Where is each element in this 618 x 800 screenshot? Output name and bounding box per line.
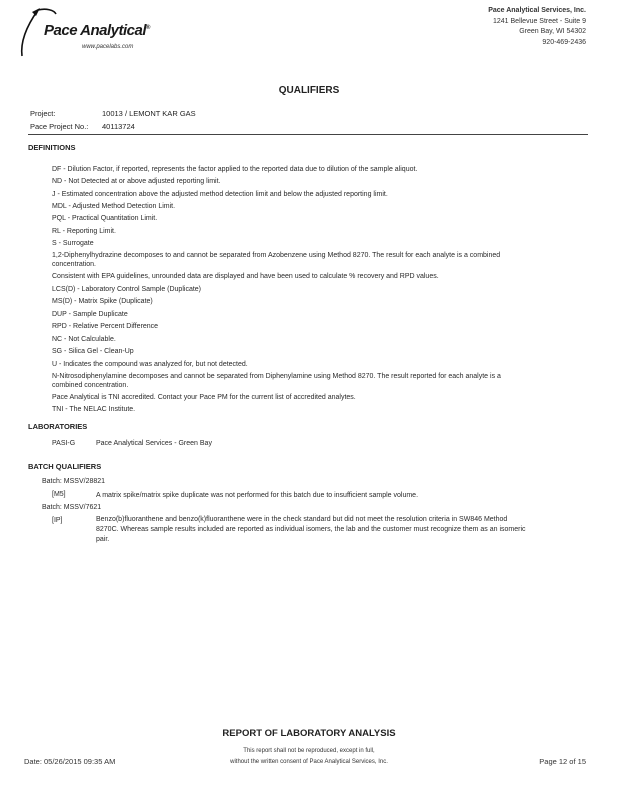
- project-label: Project:: [30, 109, 56, 118]
- batch-label: Batch: MSSV/28821: [42, 478, 106, 485]
- page-title: QUALIFIERS: [278, 85, 340, 96]
- definition-item: DUP - Sample Duplicate: [52, 311, 128, 318]
- company-name: Pace Analytical Services, Inc.: [488, 7, 586, 14]
- pace-project-label: Pace Project No.:: [30, 122, 89, 131]
- definition-item: MDL - Adjusted Method Detection Limit.: [52, 203, 176, 210]
- address-line-1: 1241 Bellevue Street - Suite 9: [492, 17, 586, 25]
- definition-item: RPD - Relative Percent Difference: [52, 323, 159, 330]
- definition-item: U - Indicates the compound was analyzed for, but not detected.: [52, 361, 248, 368]
- pace-project-value: 40113724: [102, 122, 135, 131]
- definition-item: Pace Analytical is TNI accredited. Contact your Pace PM for the current list of accredited analytes.: [52, 394, 356, 401]
- definition-item: Consistent with EPA guidelines, unrounded data are displayed and have been used to calculate % recovery and RPD values.: [52, 273, 439, 280]
- report-title: REPORT OF LABORATORY ANALYSIS: [222, 728, 396, 739]
- definition-item: S - Surrogate: [52, 240, 94, 247]
- divider: [28, 134, 588, 135]
- definition-item: MS(D) - Matrix Spike (Duplicate): [52, 298, 153, 305]
- definition-item: NC - Not Calculable.: [52, 336, 116, 343]
- project-value: 10013 / LEMONT KAR GAS: [102, 109, 196, 118]
- definition-item: LCS(D) - Laboratory Control Sample (Duplicate): [52, 286, 201, 293]
- qualifier-text: Benzo(b)fluoranthene and benzo(k)fluoranthene were in the check standard but did not meet the resolution criteria in SW846 Method 8270C. Whereas sample results included are reported as individual isomers, the lab and the customer must recognize them as an isomeric pair.: [96, 516, 526, 543]
- address-line-2: Green Bay, WI 54302: [519, 28, 586, 35]
- batch-label: Batch: MSSV/7621: [42, 504, 102, 511]
- report-date: Date: 05/26/2015 09:35 AM: [24, 757, 116, 766]
- laboratories-heading: LABORATORIES: [28, 422, 88, 431]
- qualifier-code: [IP]: [52, 517, 63, 524]
- footer-note-line-1: This report shall not be reproduced, except in full,: [243, 748, 375, 754]
- footer-note-line-2: without the written consent of Pace Analytical Services, Inc.: [230, 759, 388, 765]
- definition-item: PQL - Practical Quantitation Limit.: [52, 215, 158, 222]
- definition-item: ND - Not Detected at or above adjusted reporting limit.: [52, 178, 221, 185]
- lab-code: PASI-G: [52, 440, 76, 447]
- definition-item: J - Estimated concentration above the adjusted method detection limit and below the adjusted reporting limit.: [52, 191, 388, 198]
- definition-item: RL - Reporting Limit.: [52, 228, 116, 235]
- definition-item: DF - Dilution Factor, if reported, represents the factor applied to the reported data due to dilution of the sample aliquot.: [52, 166, 418, 173]
- batch-qualifiers-heading: BATCH QUALIFIERS: [28, 462, 102, 471]
- qualifier-code: [M5]: [52, 491, 66, 498]
- logo-url: www.pacelabs.com: [82, 44, 134, 50]
- definition-item: N-Nitrosodiphenylamine decomposes and cannot be separated from Diphenylamine using Method 8270. The result reported for each analyte is a combined concentration.: [52, 373, 501, 389]
- logo-leaf-icon: [32, 8, 40, 16]
- company-address: [488, 6, 586, 48]
- lab-name: Pace Analytical Services - Green Bay: [96, 440, 212, 447]
- page-number: Page 12 of 15: [539, 757, 586, 766]
- definition-item: SG - Silica Gel - Clean-Up: [52, 348, 134, 355]
- company-phone: 920-469-2436: [542, 38, 586, 46]
- definitions-heading: DEFINITIONS: [28, 143, 76, 152]
- qualifier-text: A matrix spike/matrix spike duplicate was not performed for this batch due to insufficient sample volume.: [96, 492, 419, 499]
- definition-item: TNI - The NELAC Institute.: [52, 406, 136, 413]
- logo-text: Pace Analytical®: [44, 22, 150, 39]
- definition-item: 1,2-Diphenylhydrazine decomposes to and cannot be separated from Azobenzene using Method 8270. The result for each analyte is a combined concentration.: [52, 252, 501, 268]
